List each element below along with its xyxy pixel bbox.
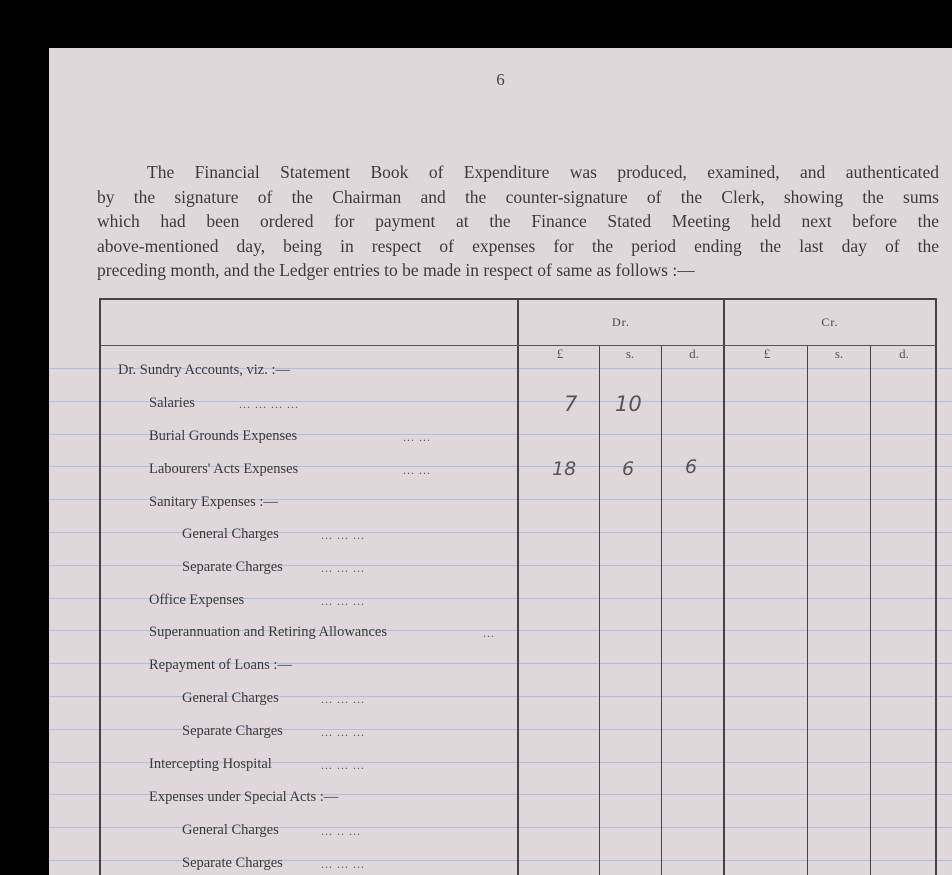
dr-shillings-unit: s. <box>625 346 635 361</box>
row-label-superannuation: Superannuation and Retiring Allowances <box>149 624 387 640</box>
row-label-sanitary-expenses: Sanitary Expenses :— <box>149 494 278 510</box>
table-right-border <box>935 300 937 875</box>
leader-dots: ... ... ... <box>321 594 365 608</box>
row-label-sundry-accounts: Dr. Sundry Accounts, viz. :— <box>118 362 290 378</box>
paragraph-line: The Financial Statement Book of Expenditure was produced, examined, and authenticated <box>147 162 939 182</box>
row-label-general-charges: General Charges <box>182 822 279 838</box>
row-label-general-charges: General Charges <box>182 690 279 706</box>
row-label-salaries: Salaries <box>149 395 195 411</box>
paragraph-line: preceding month, and the Ledger entries to be made in respect of same as follows :— <box>97 260 695 280</box>
row-label-intercepting-hospital: Intercepting Hospital <box>149 756 272 772</box>
cr-shillings-divider <box>807 346 808 875</box>
leader-dots: ... ... <box>403 430 431 444</box>
paragraph-line: by the signature of the Chairman and the counter-signature of the Clerk, showing the sums <box>97 186 939 207</box>
table-left-border <box>99 300 101 875</box>
row-label-separate-charges: Separate Charges <box>182 559 283 575</box>
handwritten-labourers-pence: 6 <box>685 456 698 478</box>
leader-dots: ... ... <box>403 463 431 477</box>
paragraph-line: which had been ordered for payment at the Finance Stated Meeting held next before the <box>97 211 939 231</box>
row-label-special-acts: Expenses under Special Acts :— <box>149 789 339 805</box>
leader-dots: ... .. ... <box>321 824 361 838</box>
dr-pounds-unit: £ <box>556 346 564 361</box>
leader-dots: ... ... ... <box>321 758 365 772</box>
dr-column-border <box>517 300 519 875</box>
handwritten-labourers-pounds: 18 <box>552 458 577 480</box>
dr-shillings-divider <box>599 346 600 875</box>
leader-dots: ... ... ... <box>321 692 365 706</box>
cr-column-border <box>723 300 725 875</box>
cr-header: Cr. <box>821 315 839 329</box>
leader-dots: ... ... ... ... <box>239 397 299 411</box>
row-label-burial-grounds: Burial Grounds Expenses <box>149 428 298 444</box>
dr-pence-divider <box>661 346 662 875</box>
row-label-labourers-acts: Labourers' Acts Expenses <box>149 461 299 477</box>
handwritten-labourers-shillings: 6 <box>622 458 635 480</box>
cr-pence-unit: d. <box>899 346 909 361</box>
paragraph-line: above-mentioned day, being in respect of expenses for the period ending the last day of the <box>97 235 939 256</box>
leader-dots: ... <box>483 626 495 640</box>
dr-header: Dr. <box>612 315 630 329</box>
cr-pounds-unit: £ <box>763 346 771 361</box>
leader-dots: ... ... ... <box>321 857 365 871</box>
statement-paragraph <box>97 160 939 283</box>
cr-pence-divider <box>870 346 871 875</box>
handwritten-salaries-pounds: 7 <box>564 392 578 416</box>
document-page <box>49 48 952 875</box>
page-number: 6 <box>496 70 505 89</box>
row-label-separate-charges: Separate Charges <box>182 723 283 739</box>
header-divider <box>101 345 937 346</box>
leader-dots: ... ... ... <box>321 725 365 739</box>
leader-dots: ... ... ... <box>321 528 365 542</box>
handwritten-salaries-shillings: 10 <box>615 392 642 416</box>
row-label-general-charges: General Charges <box>182 526 279 542</box>
row-label-repayment-of-loans: Repayment of Loans :— <box>149 657 292 673</box>
cr-shillings-unit: s. <box>834 346 844 361</box>
leader-dots: ... ... ... <box>321 561 365 575</box>
row-label-separate-charges: Separate Charges <box>182 855 283 871</box>
row-label-office-expenses: Office Expenses <box>149 592 245 608</box>
dr-pence-unit: d. <box>689 346 699 361</box>
